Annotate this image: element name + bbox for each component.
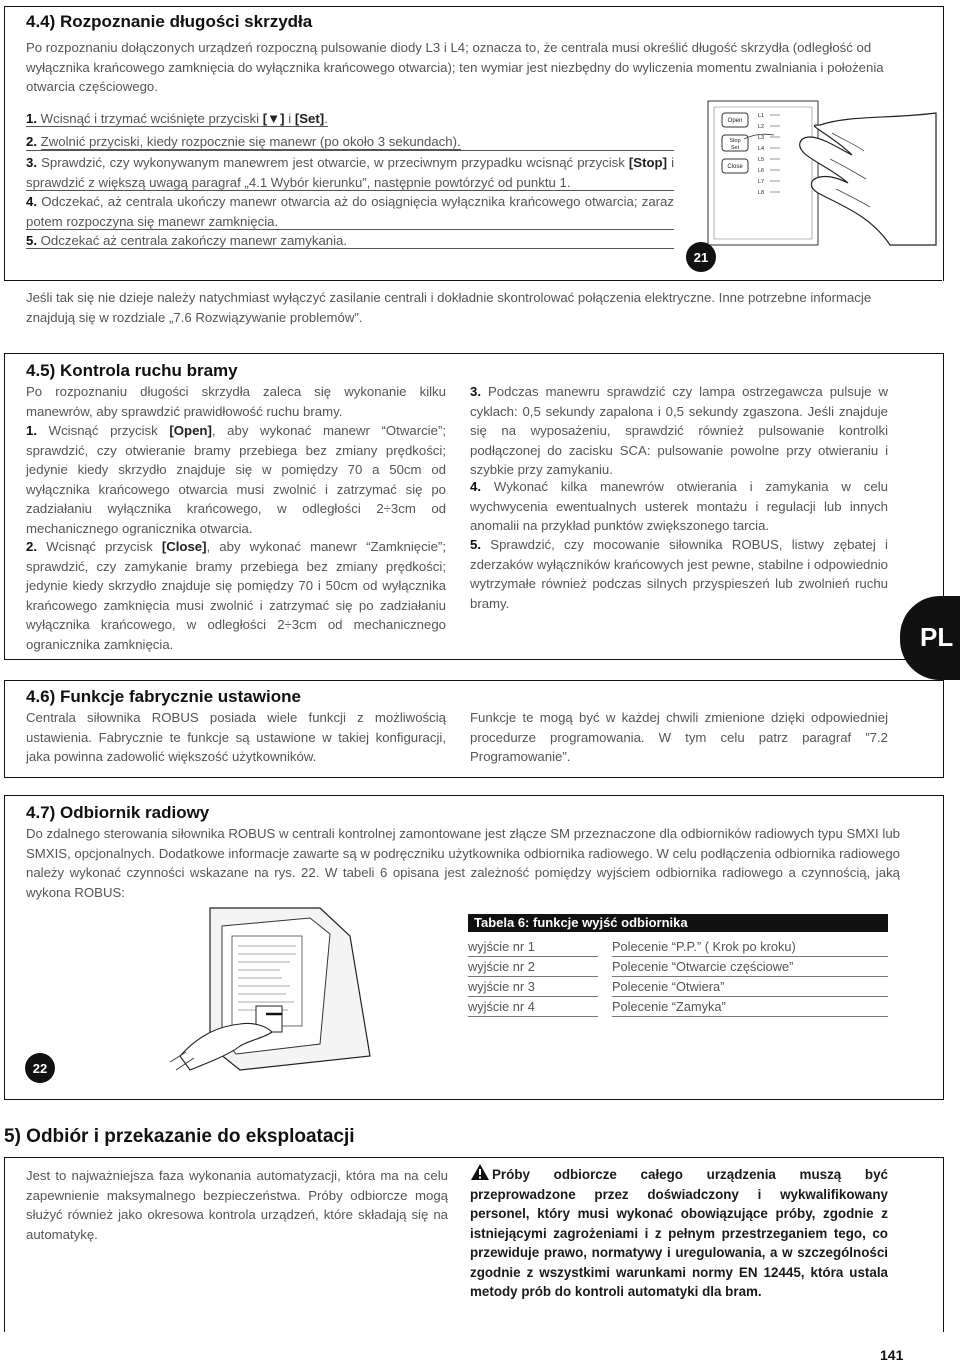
section-4-4-bottom-rule — [4, 280, 942, 281]
close-key-label: [Close] — [161, 539, 207, 554]
step-text: Zwolnić przyciski, kiedy rozpocznie się manewr (po około 3 sekundach). — [40, 134, 461, 149]
step-4-5-5 — [470, 535, 888, 613]
led-label: L1 — [758, 113, 765, 119]
table-cell-output: wyjście nr 1 — [468, 937, 605, 957]
table-row — [468, 937, 888, 957]
section-5-title: 5) Odbiór i przekazanie do eksploatacji — [4, 1126, 355, 1147]
open-button-label: Open — [727, 118, 743, 124]
set-key-label: [Set] — [294, 111, 325, 126]
led-label: L6 — [758, 168, 765, 174]
step-number: 4. — [470, 479, 481, 494]
table-cell-output: wyjście nr 4 — [468, 997, 605, 1017]
step-4-5-3 — [470, 382, 888, 480]
led-label: L3 — [758, 135, 765, 141]
section-4-4-intro: Po rozpoznaniu dołączonych urządzeń rozpoczną pulsowanie diody L3 i L4; oznacza to, że centrala musi określić długość skrzydła (odległość od wyłącznika krańcowego zamknięcia do wyłącznika krańcowego otwarcia); ten wymiar jest niezbędny do wyliczenia momentu zwalniania i położenia otwarcia częściowego. — [26, 40, 884, 94]
step-number: 5. — [470, 537, 481, 552]
table-cell-command: Polecenie “Zamyka” — [605, 997, 888, 1017]
page-number: 141 — [880, 1347, 904, 1363]
figure-21-badge: 21 — [686, 242, 716, 272]
table-cell-command: Polecenie “P.P.” ( Krok po kroku) — [605, 937, 888, 957]
figure-22-illustration — [170, 906, 440, 1074]
figure-21-illustration — [700, 95, 940, 255]
section-4-6-title: 4.6) Funkcje fabrycznie ustawione — [26, 687, 301, 706]
step-number: 1. — [26, 423, 37, 438]
step-divider — [26, 248, 674, 249]
step-text: , aby wykonać manewr “Otwarcie”; sprawdzić, czy otwieranie bramy przebiega bez zmiany prędkości; jedynie kiedy skrzydło znajduje się w pomiędzy 70 a 50cm od wyłącznika krańcowego otwarcia musi zwolnić i zatrzymać się po zadziałaniu wyłącznika krańcowego, w odległości 2÷3cm od mechanicznego ogranicznika otwarcia. — [26, 423, 446, 536]
section-4-7-title: 4.7) Odbiornik radiowy — [26, 803, 210, 822]
warning-block — [470, 1165, 888, 1302]
step-number: 3. — [26, 155, 37, 170]
step-number: 5. — [26, 233, 37, 248]
step-divider — [26, 190, 674, 191]
table-row — [468, 997, 888, 1017]
step-text: Podczas manewru sprawdzić czy lampa ostrzegawcza pulsuje w cyklach: 0,5 sekundy zapalona i 0,5 sekundy zgaszona. Jeśli znajduje się na wyposażeniu, sprawdzić również pulsowanie kontrolki podłączonej do zacisku SCA: pulsowanie powolne przy otwieraniu i szybkie przy zamykaniu. — [470, 384, 889, 477]
step-4-4-4 — [26, 192, 674, 231]
table-row — [468, 957, 888, 977]
warning-text: Próby odbiorcze całego urządzenia muszą być przeprowadzone przez doświadczony i wykwalifikowany personel, który musi wykonać obowiązujące próby, zgodnie z istniejącymi zagrożeniami i z pełnym przestrzeganiem tego, co przewiduje prawo, normatywy i uregulowania, a w szczególności zgodnie z wszystkimi warunkami normy EN 12445, która ustala metody prób do kontroli automatyki dla bram. — [470, 1167, 888, 1299]
table-cell-command: Polecenie “Otwiera” — [605, 977, 888, 997]
table-cell-output: wyjście nr 2 — [468, 957, 605, 977]
step-text: Wcisnąć przycisk — [46, 539, 162, 554]
receiver-installation-drawing — [170, 906, 440, 1074]
section-5-left: Jest to najważniejsza faza wykonania automatyzacji, która ma na celu zapewnienie maksymalnego bezpieczeństwa. Próby odbiorcze mogą służyć również jako okresowa kontrola urządzeń, które składają się na automatykę. — [26, 1168, 448, 1242]
step-text: Sprawdzić, czy mocowanie siłownika ROBUS, listwy zębatej i zderzaków wyłączników krańcowych jest pewne, stabilne i odpowiednio wytrzymałe również podczas silnych przyspieszeń lub zwolnień ruchu bramy. — [470, 537, 888, 611]
stop-key-label: [Stop] — [628, 155, 667, 170]
step-number: 3. — [470, 384, 481, 399]
step-text: Odczekać, aż centrala ukończy manewr otwarcia aż do osiągnięcia wyłącznika krańcowego otwarcia; zaraz potem rozpoczyna się manewr zamknięcia. — [26, 194, 674, 229]
set-label: Set — [730, 145, 740, 151]
step-number: 4. — [26, 194, 37, 209]
led-label: L5 — [758, 157, 765, 163]
step-text: Odczekać aż centrala zakończy manewr zamykania. — [40, 233, 348, 248]
step-4-5-4 — [470, 477, 888, 536]
stop-label: Stop — [729, 138, 741, 144]
step-divider — [26, 150, 674, 151]
step-number: 1. — [26, 111, 37, 126]
close-button-label: Close — [727, 164, 743, 170]
table-row — [468, 977, 888, 997]
step-text: Wcisnąć i trzymać wciśnięte przyciski — [40, 111, 263, 126]
down-key-label: [▼] — [262, 111, 285, 126]
table-6-header — [468, 914, 888, 932]
led-label: L2 — [758, 124, 765, 130]
step-text: , aby wykonać manewr “Zamknięcie”; sprawdzić, czy zamykanie bramy przebiega bez zmiany prędkości; jedynie kiedy skrzydło znajduje się pomiędzy 70 i 50cm od wyłącznika krańcowego zamknięcia musi zwolnić i zatrzymać się po zadziałaniu wyłącznika krańcowego, w odległości 2÷3cm od mechanicznego ogranicznika zamknięcia. — [26, 539, 446, 652]
step-text: Wcisnąć przycisk — [48, 423, 170, 438]
step-4-4-3 — [26, 153, 674, 192]
section-4-4-title: 4.4) Rozpoznanie długości skrzydła — [26, 12, 313, 31]
section-4-6-left: Centrala siłownika ROBUS posiada wiele funkcji z możliwością ustawienia. Fabrycznie te funkcje są ustawione w takiej konfiguracji, jaka powinna zadowolić większość użytkowników. — [26, 710, 446, 764]
table-cell-command: Polecenie “Otwarcie częściowe” — [605, 957, 888, 977]
step-text: Sprawdzić, czy wykonywanym manewrem jest otwarcie, w przeciwnym przypadku wcisnąć przycisk — [41, 155, 629, 170]
table-6 — [468, 937, 888, 1017]
table-cell-output: wyjście nr 3 — [468, 977, 605, 997]
step-text: Wykonać kilka manewrów otwierania i zamykania w celu wychwycenia ewentualnych usterek montażu i regulacji lub innych anomalii na przykład punktów zwiększonego tarcia. — [470, 479, 888, 533]
step-number: 2. — [26, 539, 37, 554]
step-divider — [26, 229, 674, 230]
control-panel-hand-drawing — [700, 95, 940, 255]
figure-22-badge: 22 — [25, 1053, 55, 1083]
section-4-6-right: Funkcje te mogą być w każdej chwili zmienione dzięki odpowiedniej procedurze programowania. W tym celu patrz paragraf ”7.2 Programowanie”. — [470, 710, 888, 764]
step-text: i sprawdzić z większą uwagą paragraf „4.1 Wybór kierunku”, następnie powtórzyć od punktu 1. — [26, 155, 674, 190]
warning-icon — [470, 1163, 490, 1186]
step-4-5-1 — [26, 421, 446, 538]
section-4-5-intro: Po rozpoznaniu długości skrzydła zaleca się wykonanie kilku manewrów, aby sprawdzić prawidłowość ruchu bramy. — [26, 384, 446, 419]
table-6-title: Tabela 6: funkcje wyjść odbiornika — [474, 915, 688, 930]
step-4-5-2 — [26, 537, 446, 654]
language-tab-label: PL — [920, 622, 954, 652]
section-4-5-title: 4.5) Kontrola ruchu bramy — [26, 361, 238, 380]
led-label: L8 — [758, 190, 765, 196]
section-4-4-note: Jeśli tak się nie dzieje należy natychmiast wyłączyć zasilanie centrali i dokładnie skontrolować połączenia elektryczne. Inne potrzebne informacje znajdują się w rozdziale „7.6 Rozwiązywanie problemów”. — [26, 290, 872, 325]
step-4-4-2 — [26, 132, 676, 152]
open-key-label: [Open] — [169, 423, 212, 438]
step-number: 2. — [26, 134, 37, 149]
step-text: i — [284, 111, 295, 126]
led-label: L7 — [758, 179, 765, 185]
section-4-7-intro: Do zdalnego sterowania siłownika ROBUS w centrali kontrolnej zamontowane jest złącze SM przeznaczone dla odbiorników radiowych typu SMXI lub SMXIS, opcjonalnych. Dodatkowe informacje zawarte są w podręczniku użytkownika odbiornika radiowego. W celu podłączenia odbiornika radiowego należy wykonać czynności wskazane na rys. 22. W tabeli 6 opisana jest zależność pomiędzy wyjściem odbiornika radiowego a czynnością, jaką wykona ROBUS: — [26, 826, 900, 900]
led-label: L4 — [758, 146, 765, 152]
step-text: . — [324, 111, 328, 126]
step-4-4-1 — [26, 109, 344, 129]
